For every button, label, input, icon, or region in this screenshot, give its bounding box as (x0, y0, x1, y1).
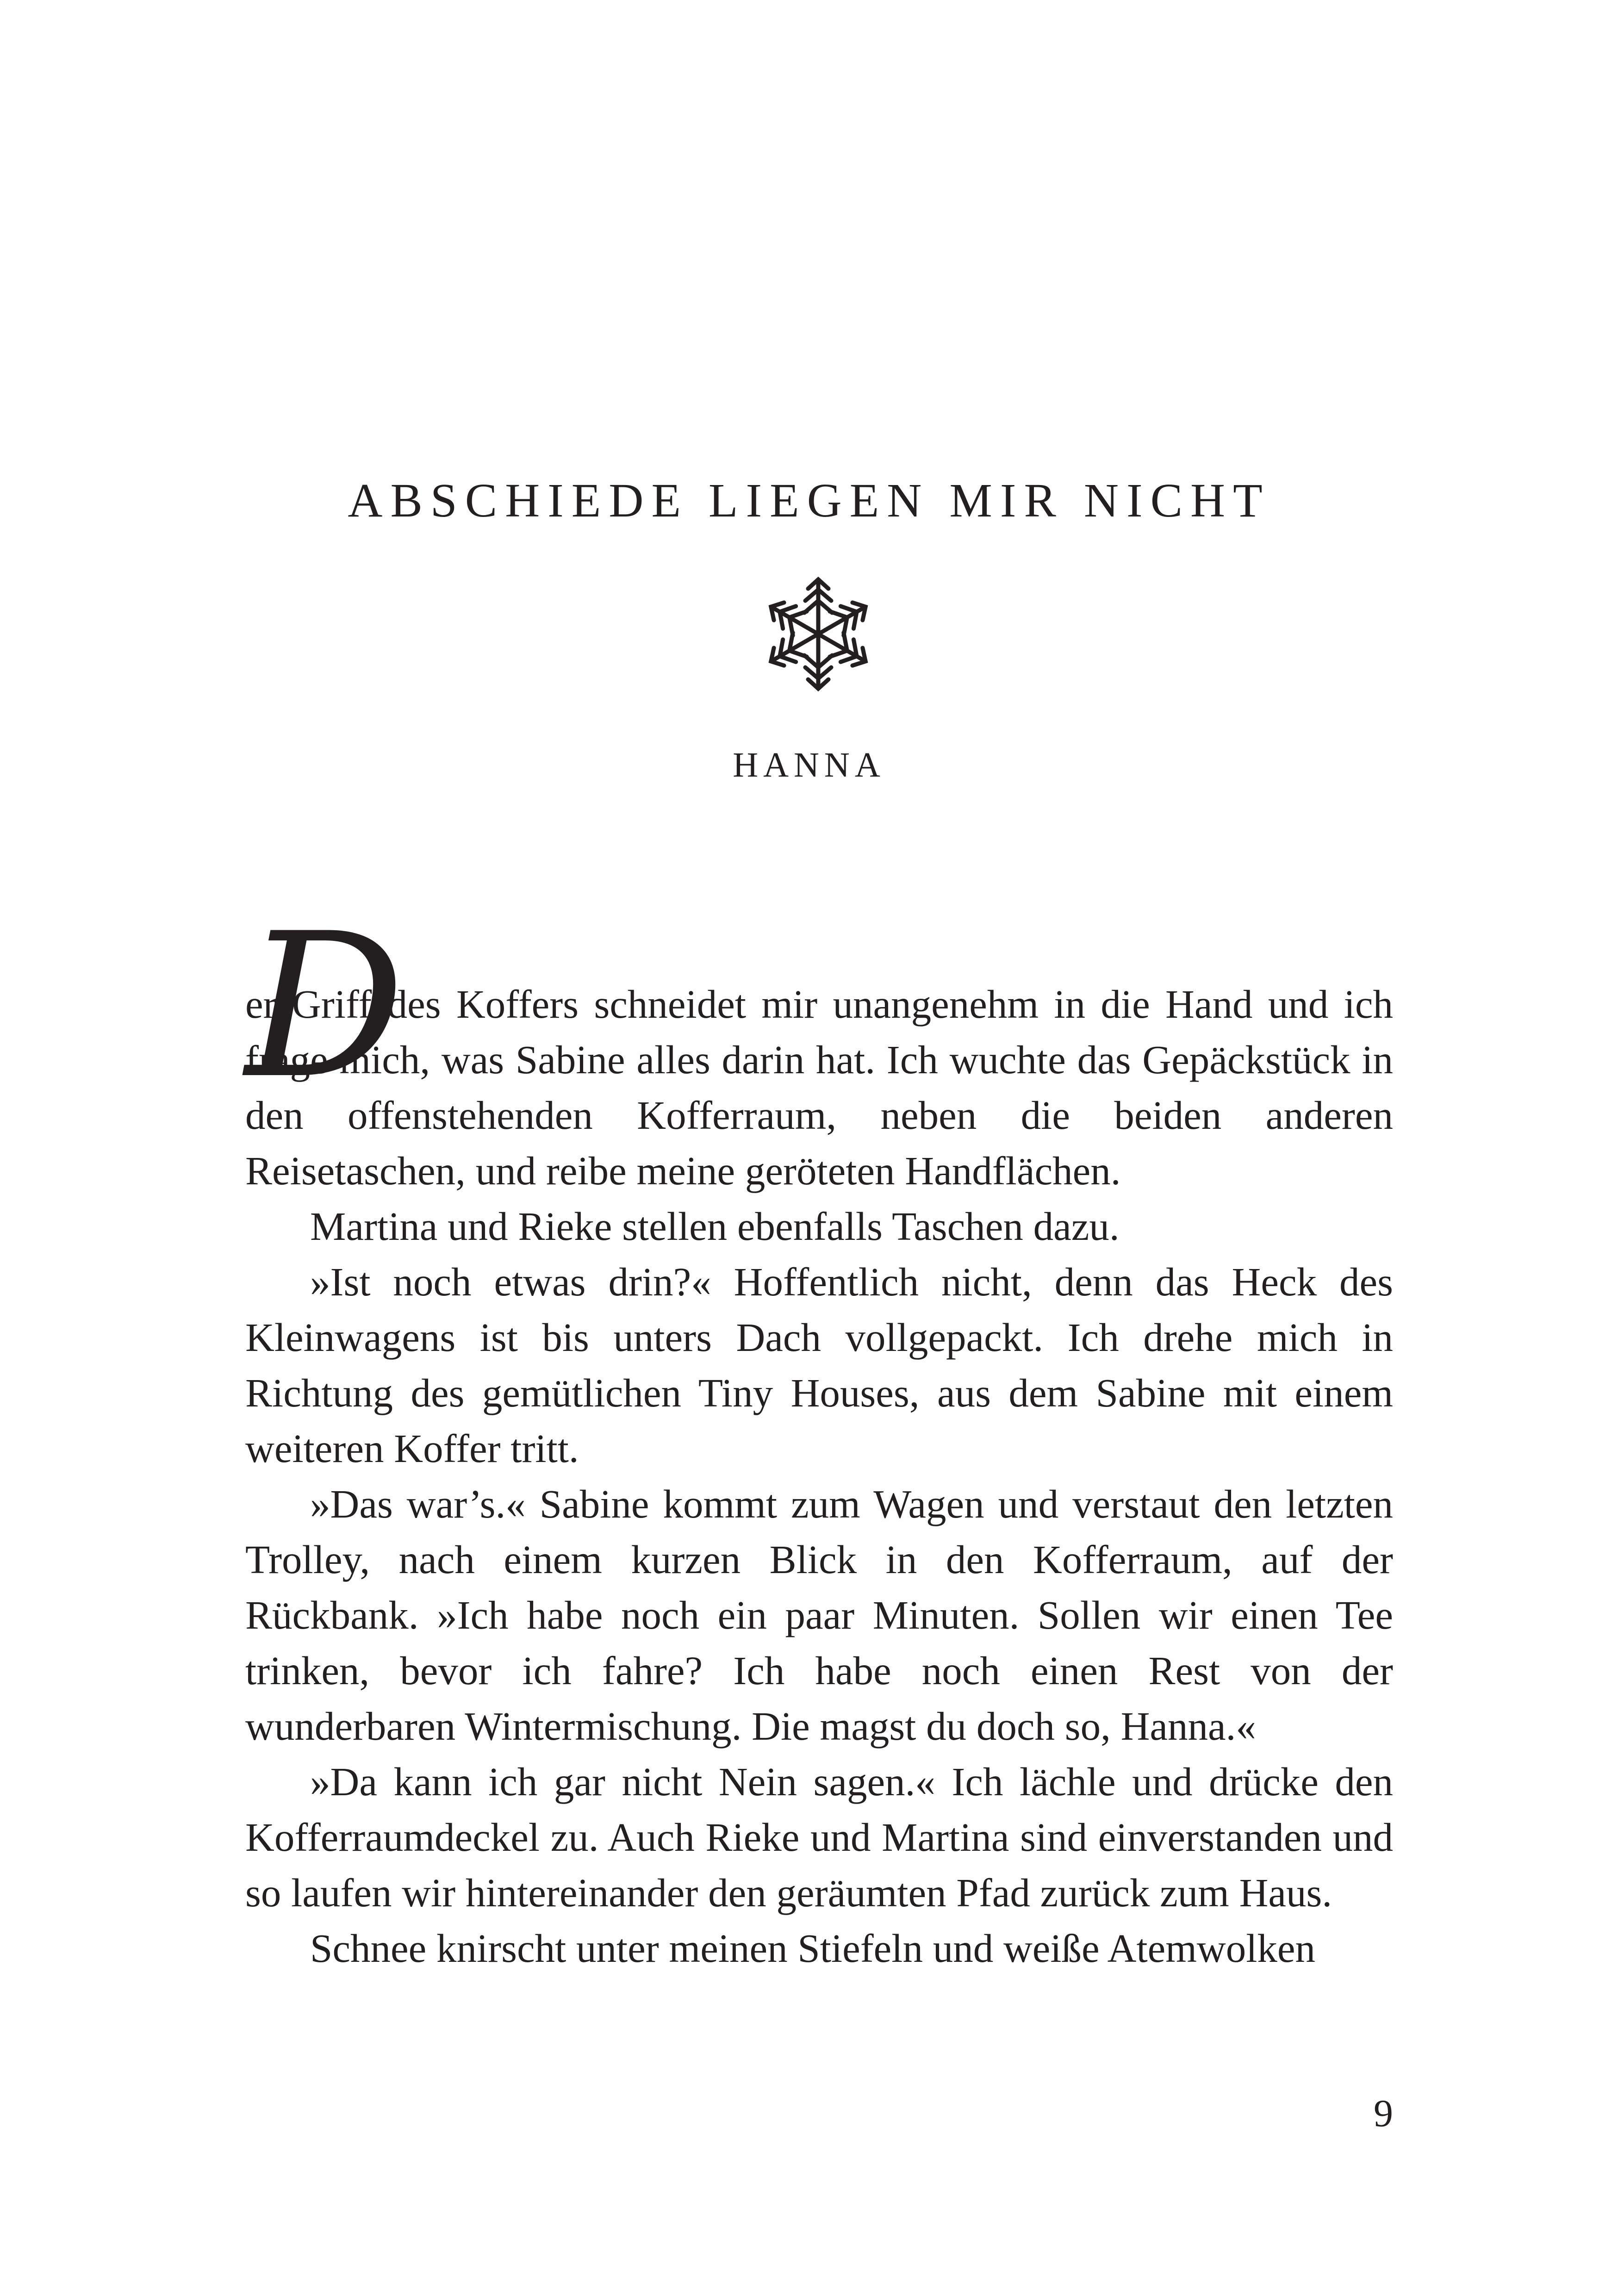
body-text (245, 977, 1393, 1976)
paragraph-5: »Da kann ich gar nicht Nein sagen.« Ich lächle und drücke den Kofferraumdeckel zu. Auch Rieke und Martina sind einverstanden und so laufen wir hintereinander den geräumten Pfad zurück zum Haus. (245, 1759, 1393, 1915)
narrator-name: HANNA (733, 746, 885, 784)
page-number: 9 (1374, 2092, 1393, 2135)
drop-cap: D (245, 891, 405, 1122)
snowflake-icon (763, 576, 874, 692)
paragraph-1: er Griff des Koffers schneidet mir unangenehm in die Hand und ich frage mich, was Sabine alles darin hat. Ich wuchte das Gepäckstück in den offenstehenden Kofferraum, neben die beiden anderen Reisetaschen, und reibe meine geröteten Handflächen. (245, 982, 1393, 1193)
paragraph-3: »Ist noch etwas drin?« Hoffentlich nicht, denn das Heck des Kleinwagens ist bis unters Dach vollgepackt. Ich drehe mich in Richtung des gemütlichen Tiny Houses, aus dem Sabine mit einem weiteren Koffer tritt. (245, 1259, 1393, 1471)
paragraph-6: Schnee knirscht unter meinen Stiefeln und weiße Atemwolken (310, 1926, 1316, 1971)
paragraph-4: »Das war’s.« Sabine kommt zum Wagen und verstaut den letzten Trolley, nach einem kurzen Blick in den Kofferraum, auf der Rückbank. »Ich habe noch ein paar Minuten. Sollen wir einen Tee trinken, bevor ich fahre? Ich habe noch einen Rest von der wunderbaren Wintermischung. Die magst du doch so, Hanna.« (245, 1481, 1393, 1748)
paragraph-2: Martina und Rieke stellen ebenfalls Taschen dazu. (310, 1204, 1120, 1249)
chapter-title: ABSCHIEDE LIEGEN MIR NICHT (348, 474, 1270, 527)
